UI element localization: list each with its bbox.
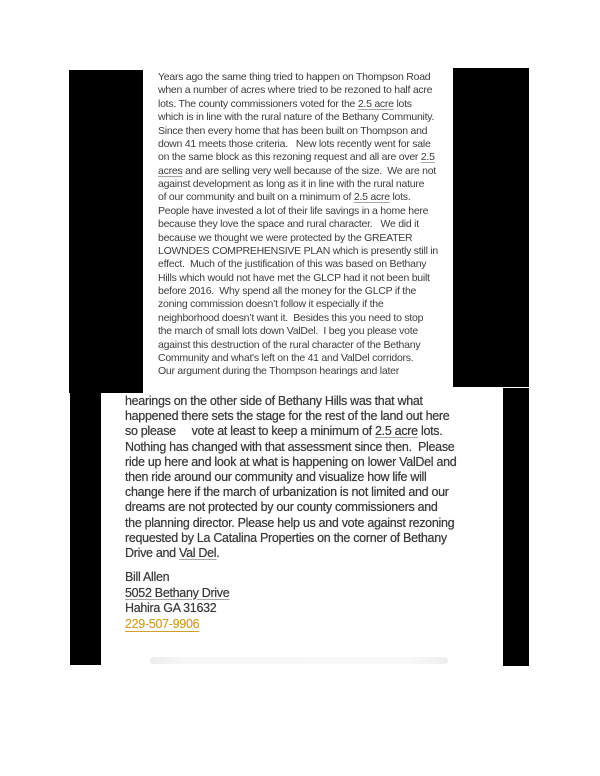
text-line: lots. The county commissioners voted for the 2.5 acre lots [158, 97, 412, 110]
text-line: when a number of acres where tried to be rezoned to half acre [158, 84, 433, 97]
text-line: because they love the space and rural character. We did it [158, 218, 419, 231]
text-line: zoning commission doesn’t follow it especially if the [158, 298, 384, 311]
clipped-overlap-line [141, 384, 407, 392]
text-line: Nothing has changed with that assessment since then. Please [125, 439, 455, 454]
text-line: happened there sets the stage for the rest of the land out here [125, 409, 450, 424]
text-line: the march of small lots down ValDel. I beg you please vote [158, 325, 418, 338]
signature-name: Bill Allen [125, 570, 170, 584]
text-line: Hills which would not have met the GLCP had it not been built [158, 271, 430, 284]
text-line: so please vote at least to keep a minimum of 2.5 acre lots. [125, 424, 443, 439]
letter-body-large-text [125, 394, 477, 561]
address-underlined-text: 5052 Bethany Drive [125, 585, 230, 600]
text-line: against this destruction of the rural character of the Bethany [158, 338, 421, 351]
text-line: Our argument during the Thompson hearings and later [158, 365, 399, 378]
text-line: because we thought we were protected by the GREATER [158, 231, 413, 244]
text-line: which is in line with the rural nature of the Bethany Community. [158, 111, 435, 124]
text-line: Drive and Val Del. [125, 546, 220, 561]
text-line: on the same block as this rezoning request and all are over 2.5 [158, 151, 435, 164]
text-line: then ride around our community and visualize how life will [125, 470, 427, 485]
text-line: of our community and built on a minimum of 2.5 acre lots. [158, 191, 411, 204]
text-line: People have invested a lot of their life savings in a home here [158, 204, 429, 217]
text-line: before 2016. Why spend all the money for the GLCP if the [158, 285, 417, 297]
text-line: ride up here and look at what is happening on lower ValDel and [125, 454, 457, 469]
text-line: against development as long as it in line with the rural nature [158, 178, 425, 190]
letter-body-small-text [158, 71, 458, 379]
text-line: acres and are selling very well because of the size. We are not [158, 164, 436, 177]
redaction-bar-left-lower [70, 393, 101, 665]
text-line: requested by La Catalina Properties on the corner of Bethany [125, 530, 447, 545]
signature-address-line2: Hahira GA 31632 [125, 601, 217, 615]
text-line: change here if the march of urbanization is not limited and our [125, 485, 449, 500]
photo-artifact-streak [150, 657, 448, 664]
text-line: LOWNDES COMPREHENSIVE PLAN which is presently still in [158, 244, 438, 257]
text-line: effect. Much of the justification of this was based on Bethany [158, 258, 427, 271]
text-line: Community and what's left on the 41 and ValDel corridors. [158, 351, 414, 364]
redaction-bar-right-upper [453, 68, 529, 387]
text-line: Since then every home that has been built on Thompson and [158, 124, 428, 137]
signature-address-line1 [125, 586, 229, 602]
text-line: hearings on the other side of Bethany Hills was that what [125, 394, 423, 408]
redaction-bar-left-upper [69, 70, 143, 393]
phone-link[interactable]: 229-507-9906 [125, 617, 200, 631]
text-line: dreams are not protected by our county commissioners and [125, 500, 438, 515]
text-line: the planning director. Please help us and vote against rezoning [125, 515, 455, 530]
text-line: down 41 meets those criteria. New lots recently went for sale [158, 137, 431, 150]
redaction-bar-right-lower [503, 388, 529, 666]
text-line: neighborhood doesn’t want it. Besides this you need to stop [158, 311, 424, 324]
signature-block [125, 570, 229, 633]
text-line: Years ago the same thing tried to happen on Thompson Road [158, 71, 431, 83]
